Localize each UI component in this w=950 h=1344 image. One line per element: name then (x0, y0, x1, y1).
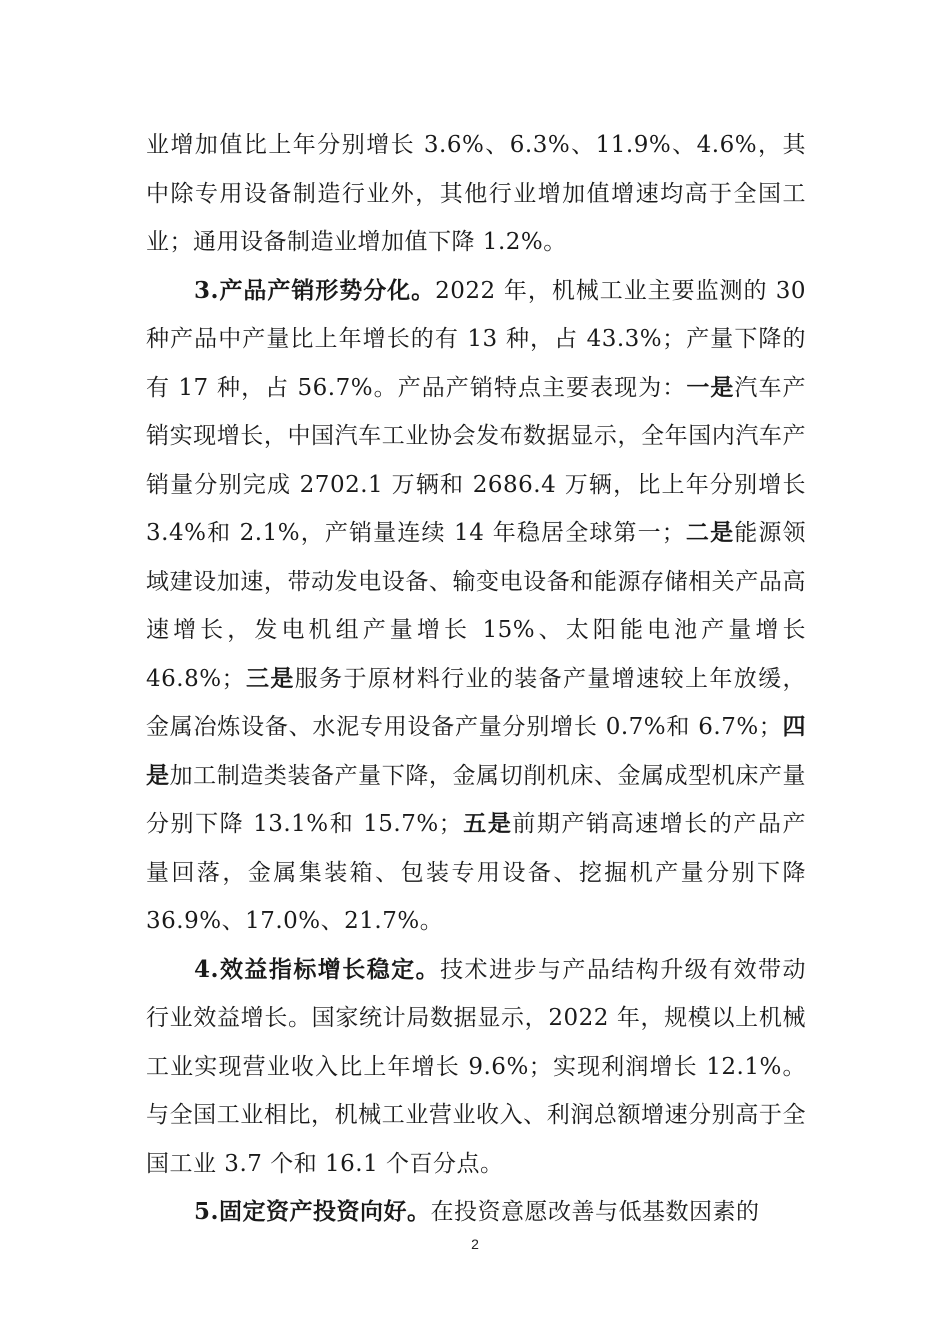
text-run: 能源领域建设加速，带动发电设备、输变电设备和能源存储相关产品高速增长，发电机组产量增长 15%、太阳能电池产量增长 46.8%； (146, 520, 807, 692)
point-marker-one: 一是 (686, 373, 735, 401)
text-run: 2022 年，机械工业主要监测的 30 种产品中产量比上年增长的有 13 种，占 43.3%；产量下降的有 17 种，占 56.7%。产品产销特点主要表现为： (146, 277, 807, 401)
point-marker-four: 四是 (146, 713, 806, 789)
text-run: 服务于原材料行业的装备产量增速较上年放缓，金属冶炼设备、水泥专用设备产量分别增长 0.7%和 6.7%； (146, 665, 807, 740)
point-marker-five: 五是 (462, 810, 513, 837)
section-heading: 4.效益指标增长稳定。 (194, 955, 441, 983)
text-run: 技术进步与产品结构升级有效带动行业效益增长。国家统计局数据显示，2022 年，规模以上机械工业实现营业收入比上年增长 9.6%；实现利润增长 12.1%。与全国工业相比，机械工业营业收入、利润总额增速分别高于全国工业 3.7 个和 16.1 个百分点。 (146, 956, 807, 1177)
point-marker-three: 三是 (245, 664, 295, 692)
section-heading: 3.产品产销形势分化。 (194, 276, 436, 304)
text-run: 前期产销高速增长的产品产量回落，金属集装箱、包装专用设备、挖掘机产量分别下降 36.9%、17.0%、21.7%。 (146, 811, 806, 934)
text-run: 业增加值比上年分别增长 3.6%、6.3%、11.9%、4.6%，其中除专用设备制造行业外，其他行业增加值增速均高于全国工业；通用设备制造业增加值下降 1.2%。 (146, 132, 806, 255)
point-marker-two: 二是 (685, 519, 735, 546)
text-run: 在投资意愿改善与低基数因素的 (430, 1199, 760, 1225)
paragraph-product-sales (146, 267, 806, 946)
paragraph-profit-indicators (146, 946, 806, 1189)
paragraph-fixed-asset-investment (146, 1188, 806, 1237)
text-run: 加工制造类装备产量下降，金属切削机床、金属成型机床产量分别下降 13.1%和 15.7%； (146, 762, 807, 837)
page-number: 2 (471, 1236, 479, 1252)
section-heading: 5.固定资产投资向好。 (194, 1198, 431, 1225)
text-run: 汽车产销实现增长，中国汽车工业协会发布数据显示，全年国内汽车产销量分别完成 2702.1 万辆和 2686.4 万辆，比上年分别增长 3.4%和 2.1%，产销量连续 14 年稳居全球第一； (146, 374, 807, 546)
body-text (146, 121, 806, 1237)
paragraph-continuation (146, 121, 806, 267)
